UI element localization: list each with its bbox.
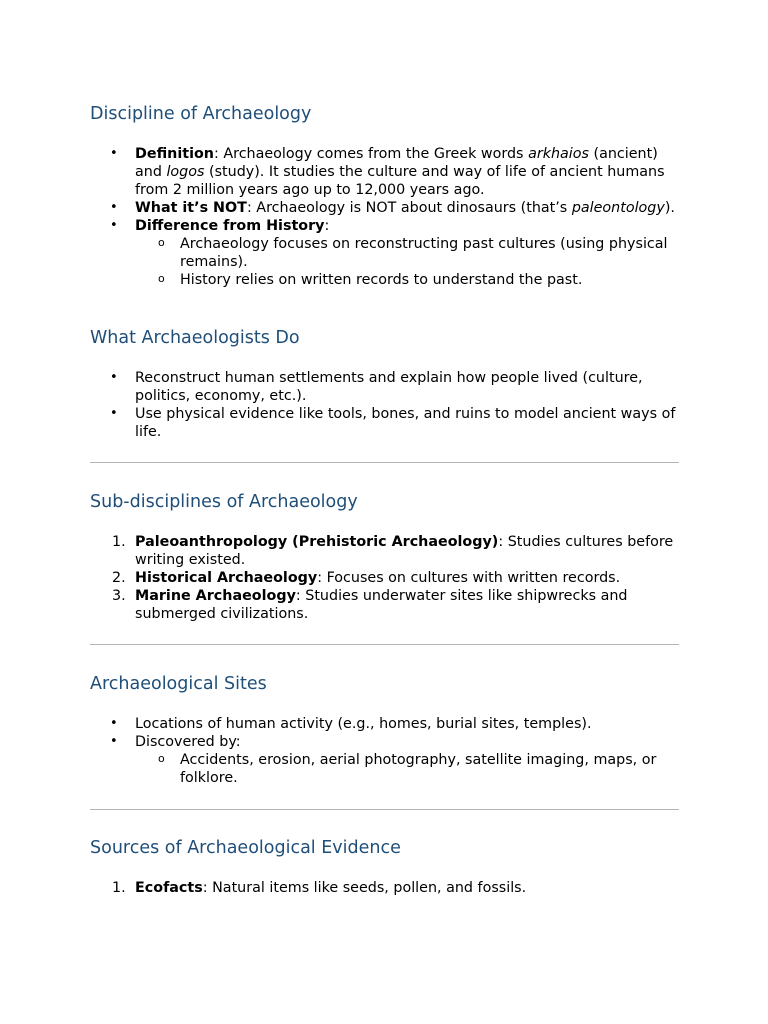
definition-text-3: (study). It studies the culture and way of life of ancient humans from 2 million years ago up to 12,000 years ago. — [135, 164, 665, 198]
list-number: 1. — [112, 880, 126, 896]
item-label: Marine Archaeology — [135, 588, 296, 604]
list-number: 1. — [112, 534, 126, 550]
list-item-definition — [90, 145, 679, 199]
discipline-list — [90, 145, 679, 235]
not-text-2: ). — [664, 200, 675, 216]
section-sub-disciplines — [90, 491, 679, 623]
definition-term-logos: logos — [166, 164, 205, 180]
list-item: • Locations of human activity (e.g., homes, burial sites, temples). — [90, 715, 679, 733]
difference-sublist — [135, 235, 679, 289]
heading-sources: Sources of Archaeological Evidence — [90, 838, 401, 858]
sites-list — [90, 715, 679, 751]
heading-what: What Archaeologists Do — [90, 328, 300, 348]
not-text-1: : Archaeology is NOT about dinosaurs (that’s — [246, 200, 572, 216]
item-text: : Natural items like seeds, pollen, and fossils. — [202, 880, 527, 896]
what-list — [90, 369, 679, 441]
sites-sublist — [135, 751, 679, 787]
divider — [90, 644, 679, 645]
sub-disciplines-list — [90, 533, 679, 623]
item-label: Ecofacts — [135, 880, 203, 896]
list-item — [90, 533, 679, 569]
item-text: : Studies underwater sites like shipwrecks and submerged civilizations. — [135, 588, 628, 622]
list-number: 3. — [112, 588, 126, 604]
divider — [90, 462, 679, 463]
item-label: Paleoanthropology (Prehistoric Archaeology) — [135, 534, 499, 550]
item-text: : Focuses on cultures with written records. — [317, 570, 621, 586]
section-sites — [90, 673, 679, 787]
list-item — [90, 879, 679, 897]
heading-discipline: Discipline of Archaeology — [90, 104, 312, 124]
section-discipline — [90, 103, 679, 289]
sources-list — [90, 879, 679, 897]
definition-text-1: : Archaeology comes from the Greek words — [213, 146, 529, 162]
list-item — [90, 569, 679, 587]
divider — [90, 809, 679, 810]
item-label: Historical Archaeology — [135, 570, 318, 586]
list-number: 2. — [112, 570, 126, 586]
section-what — [90, 327, 679, 441]
list-item-not — [90, 199, 679, 217]
sublist-item: o History relies on written records to understand the past. — [135, 271, 679, 289]
list-item: • Use physical evidence like tools, bones, and ruins to model ancient ways of life. — [90, 405, 679, 441]
section-sources — [90, 837, 679, 897]
heading-sites: Archaeological Sites — [90, 674, 267, 694]
sublist-item: o Accidents, erosion, aerial photography, satellite imaging, maps, or folklore. — [135, 751, 679, 787]
difference-colon: : — [324, 218, 330, 234]
definition-label: Definition — [135, 146, 214, 162]
definition-text-2: (ancient) and — [135, 146, 658, 180]
sublist-item: o Archaeology focuses on reconstructing past cultures (using physical remains). — [135, 235, 679, 271]
not-label: What it’s NOT — [135, 200, 247, 216]
list-item: • Reconstruct human settlements and explain how people lived (culture, politics, economy, etc.). — [90, 369, 679, 405]
not-term-paleontology: paleontology — [571, 200, 665, 216]
list-item — [90, 587, 679, 623]
list-item-difference — [90, 217, 679, 235]
heading-sub-disciplines: Sub-disciplines of Archaeology — [90, 492, 358, 512]
item-text: : Studies cultures before writing existed. — [135, 534, 674, 568]
difference-label: Difference from History — [135, 218, 325, 234]
list-item: • Discovered by: — [90, 733, 679, 751]
definition-term-arkhaios: arkhaios — [528, 146, 589, 162]
